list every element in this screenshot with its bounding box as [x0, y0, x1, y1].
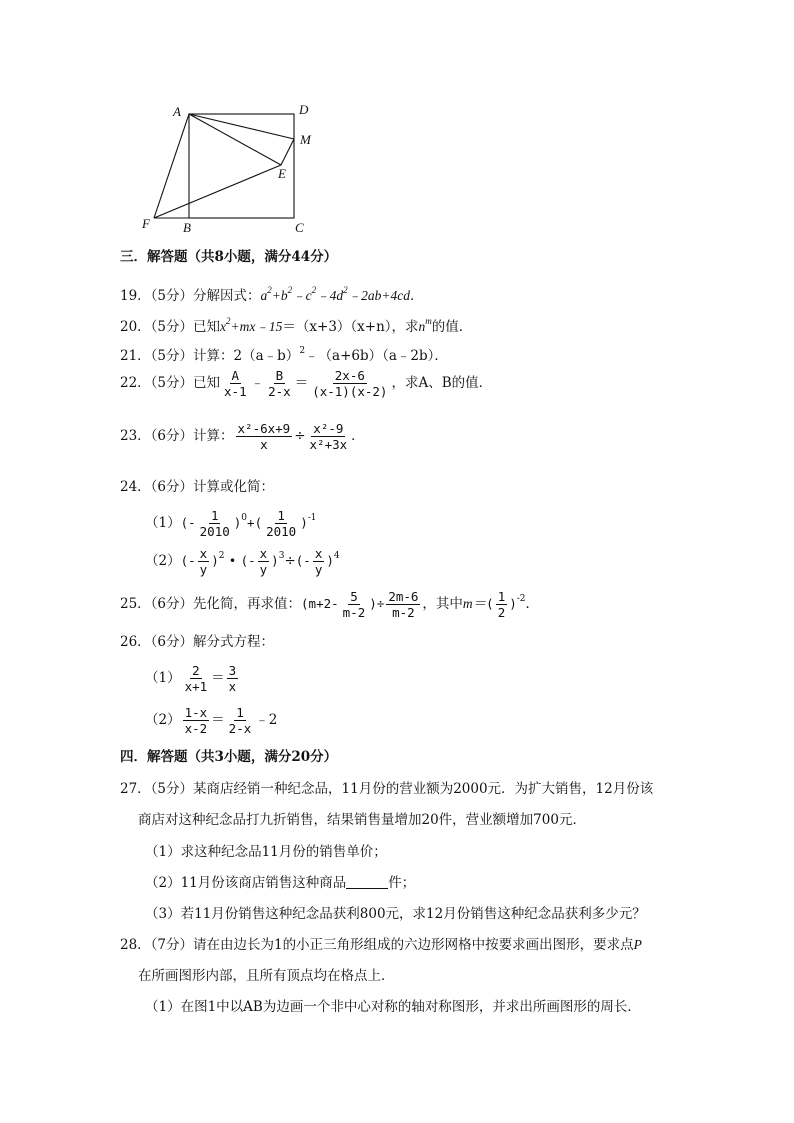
- q24-p1-fraction-1: $\frac{1}{2010}$: [199, 508, 230, 539]
- q22-fraction-3: $\frac{2x-6}{(x-1)(x-2)}$: [312, 368, 388, 399]
- q22-fraction-1: $\frac{A}{x-1}$: [224, 368, 247, 399]
- question-27-line-2: 商店对这种纪念品打九折销售，结果销售量增加20件，营业额增加700元．: [138, 812, 586, 828]
- question-27-part-3: （3）若11月份销售这种纪念品获利800元，求12月份销售这种纪念品获利多少元？: [145, 906, 646, 922]
- q24-p1-fraction-2: $\frac{1}{2010}$: [266, 508, 297, 539]
- q19-label: 19．（5分）分解因式：: [120, 288, 261, 304]
- question-21: 21．（5分）计算：2（a﹣b）$^2$﹣（a+6b）（a﹣2b）．: [120, 346, 448, 364]
- question-27-line-1: 27．（5分）某商店经销一种纪念品，11月份的营业额为2000元．为扩大销售，12月份该: [120, 781, 654, 797]
- segment-am: [189, 114, 294, 139]
- q20-expression: $x^2+mx﹣15$: [220, 316, 283, 334]
- question-26-part-1: （1） $\frac{2}{x+1}$ ＝ $\frac{3}{x}$: [145, 663, 237, 694]
- segment-af: [154, 114, 189, 218]
- question-19: 19．（5分）分解因式：$a^2+b^2﹣c^2﹣4d^2﹣2ab+4cd$．: [120, 285, 424, 304]
- question-28-line-1: 28．（7分）请在由边长为1的小正三角形组成的六边形网格中按要求画出图形，要求点P: [120, 937, 642, 953]
- label-b: B: [183, 220, 191, 235]
- question-27-part-1: （1）求这种纪念品11月份的销售单价；: [145, 844, 387, 860]
- question-22: 22．（5分）已知 $\frac{A}{x-1}$ ﹣ $\frac{B}{2-x}$ ＝ $\frac{2x-6}{(x-1)(x-2)}$ ，求A、B的值．: [120, 368, 493, 399]
- answer-blank: [346, 876, 388, 889]
- label-a: A: [173, 104, 181, 119]
- section-3-title: 三．解答题（共8小题，满分44分）: [120, 249, 338, 265]
- segment-me: [281, 139, 294, 165]
- q19-expression: $a^2+b^2﹣c^2﹣4d^2﹣2ab+4cd$: [260, 285, 411, 303]
- label-c: C: [295, 220, 304, 235]
- question-28-line-2: 在所画图形内部，且所有顶点均在格点上．: [138, 968, 395, 984]
- question-24-part-1: （1）(- $\frac{1}{2010}$ )$^0$+( $\frac{1}{2010}$ )$^{-1}$: [145, 508, 317, 539]
- q23-fraction-2: $\frac{\text{x²-9}}{\text{x²+3x}}$: [309, 421, 348, 452]
- question-20: 20．（5分）已知$x^2+mx﹣15=(x+3)(x+n)$，求$n^m$的值．: [120, 316, 473, 335]
- segment-ae: [189, 114, 281, 165]
- label-e: E: [278, 166, 286, 181]
- label-m: M: [300, 132, 311, 147]
- square-figure-svg: [135, 98, 325, 238]
- question-28-part-1: （1）在图1中以AB为边画一个非中心对称的轴对称图形，并求出所画图形的周长．: [145, 999, 641, 1015]
- question-26: 26．（6分）解分式方程：: [120, 634, 275, 650]
- question-25: 25．（6分）先化简，再求值：(m+2- $\frac{5}{m-2}$ )÷ $\frac{2m-6}{m-2}$ ，其中m＝( $\frac{1}{2}$ )$^{-2}$．: [120, 589, 540, 620]
- label-f: F: [142, 216, 150, 231]
- geometry-figure: [135, 98, 325, 242]
- question-23: 23．（6分）计算： $\frac{\text{x²-6x+9}}{x}$ ÷ $\frac{\text{x²-9}}{\text{x²+3x}}$ ．: [120, 421, 365, 452]
- q22-fraction-2: $\frac{B}{2-x}$: [268, 368, 291, 399]
- q23-fraction-1: $\frac{\text{x²-6x+9}}{x}$: [237, 421, 291, 452]
- question-24: 24．（6分）计算或化简：: [120, 479, 275, 495]
- question-26-part-2: （2） $\frac{1-x}{x-2}$ ＝ $\frac{1}{2-x}$ ﹣2: [145, 705, 278, 736]
- question-27-part-2: （2）11月份该商店销售这种商品 件；: [145, 875, 416, 891]
- segment-fe: [154, 165, 281, 218]
- section-4-title: 四．解答题（共3小题，满分20分）: [120, 749, 338, 765]
- label-d: D: [299, 102, 309, 117]
- question-24-part-2: （2）(- $\frac{x}{y}$ )$^2$ • (- $\frac{x}{y}$ )$^3$÷(- $\frac{x}{y}$ )$^4$: [145, 546, 340, 577]
